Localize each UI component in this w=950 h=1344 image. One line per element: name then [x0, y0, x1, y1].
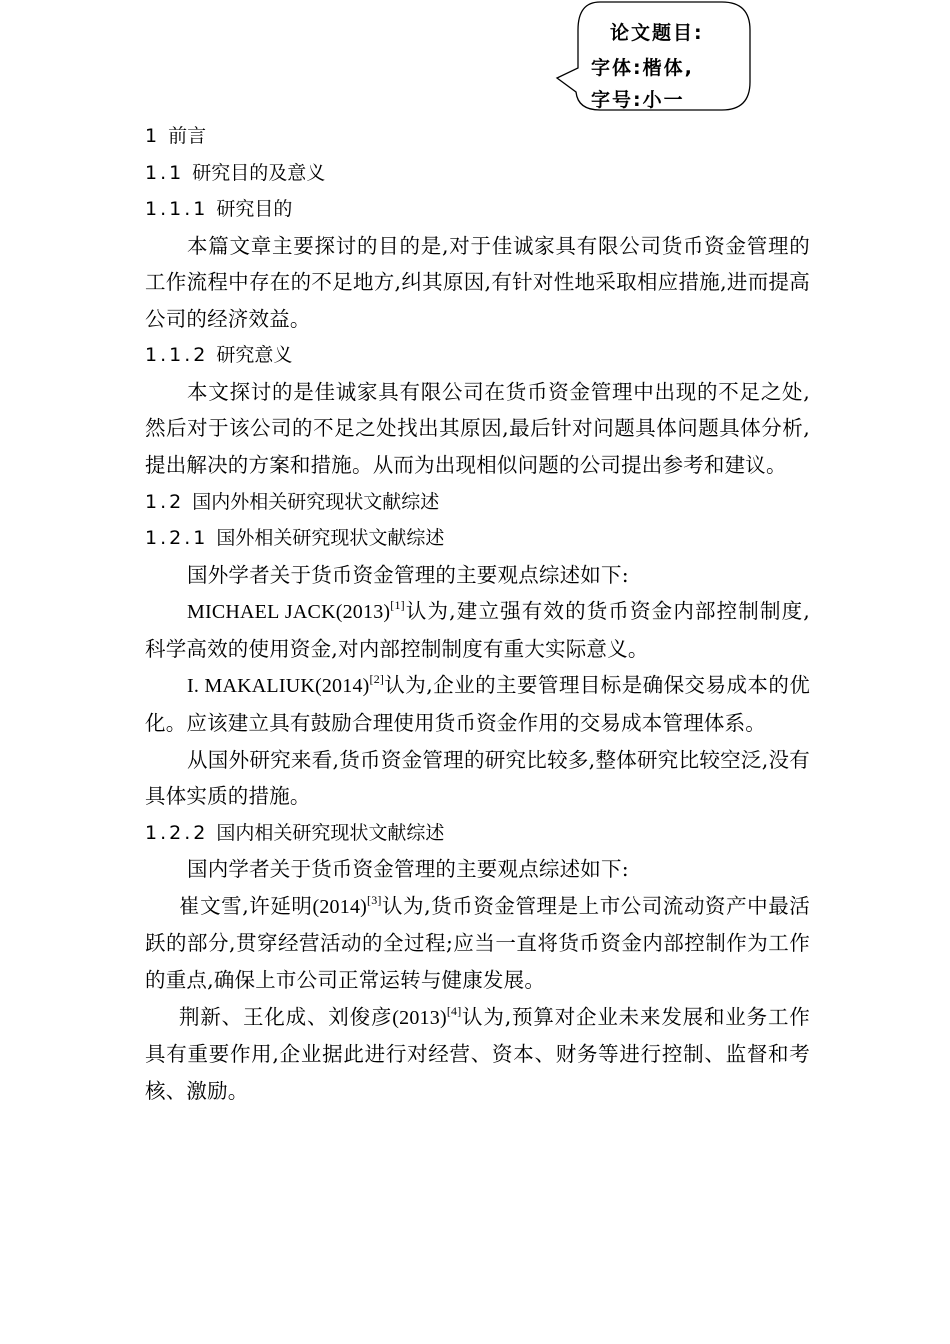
section-number: 1.2.1 — [145, 527, 209, 550]
cited-year: (2013) — [335, 601, 391, 624]
section-title: 研究意义 — [216, 344, 293, 367]
reference-marker: [3] — [367, 892, 382, 907]
section-number: 1.1 — [145, 161, 185, 184]
body-paragraph: 国外学者关于货币资金管理的主要观点综述如下: — [187, 562, 629, 587]
reference-marker: [1] — [390, 598, 405, 613]
section-number: 1.1.1 — [145, 198, 209, 220]
body-paragraph: 本文探讨的是佳诚家具有限公司在货币资金管理中出现的不足之处,然后对于该公司的不足之处找出其原因,最后针对问题具体问题具体分析,提出解决的方案和措施。从而为出现相似问题的公司提出参考和建议。 — [145, 379, 810, 477]
cited-year: (2014) — [312, 895, 368, 918]
citation-paragraph — [145, 593, 810, 667]
section-title: 研究目的 — [216, 198, 293, 220]
section-title: 国内外相关研究现状文献综述 — [192, 490, 440, 513]
callout-line-font: 字体:楷体, — [591, 57, 694, 79]
citation-paragraph — [145, 667, 810, 741]
callout-line-size: 字号:小一 — [591, 89, 685, 111]
citation-text: 认为,企业的主要管理目标是确保交易成本的优化。应该建立具有鼓励合理使用货币资金作用的交易成本管理体系。 — [145, 673, 810, 735]
document-body — [145, 118, 810, 1109]
section-heading — [145, 484, 810, 521]
section-heading — [145, 520, 810, 557]
section-number: 1.2.2 — [145, 821, 209, 844]
section-number: 1.1.2 — [145, 344, 209, 367]
reference-marker: [2] — [369, 672, 385, 687]
section-title: 研究目的及意义 — [192, 161, 326, 184]
section-number: 1.2 — [145, 490, 185, 513]
citation-text: 认为,建立强有效的货币资金内部控制制度,科学高效的使用资金,对内部控制制度有重大实际意义。 — [145, 599, 810, 661]
body-paragraph: 本篇文章主要探讨的目的是,对于佳诚家具有限公司货币资金管理的工作流程中存在的不足地方,纠其原因,有针对性地采取相应措施,进而提高公司的经济效益。 — [145, 233, 810, 331]
citation-text: 认为,货币资金管理是上市公司流动资产中最活跃的部分,贯穿经营活动的全过程;应当一直将货币资金内部控制作为工作的重点,确保上市公司正常运转与健康发展。 — [145, 893, 811, 992]
cited-year: (2014) — [314, 675, 370, 698]
cited-author: 崔文雪,许延明 — [179, 893, 313, 918]
citation-paragraph — [145, 999, 810, 1110]
cited-author: MICHAEL JACK — [187, 601, 336, 624]
section-heading — [145, 191, 810, 228]
section-heading — [145, 118, 810, 155]
section-heading — [145, 155, 810, 192]
section-title: 前言 — [168, 125, 207, 147]
section-title: 国内相关研究现状文献综述 — [216, 821, 445, 844]
citation-text: 认为,预算对企业未来发展和业务工作具有重要作用,企业据此进行对经营、资本、财务等进行控制、监督和考核、激励。 — [145, 1004, 810, 1103]
cited-year: (2013) — [392, 1006, 447, 1029]
citation-paragraph — [145, 888, 810, 999]
callout-line-title: 论文题目: — [610, 22, 704, 44]
section-title: 国外相关研究现状文献综述 — [216, 527, 445, 550]
reference-marker: [4] — [446, 1003, 462, 1018]
title-format-callout — [552, 0, 752, 114]
section-number: 1 — [145, 125, 161, 147]
section-heading — [145, 337, 810, 374]
body-paragraph: 国内学者关于货币资金管理的主要观点综述如下: — [187, 857, 629, 882]
cited-author: 荆新、王化成、刘俊彦 — [179, 1004, 393, 1029]
section-heading — [145, 815, 810, 852]
cited-author: I. MAKALIUK — [187, 675, 315, 698]
body-paragraph: 从国外研究来看,货币资金管理的研究比较多,整体研究比较空泛,没有具体实质的措施。 — [145, 747, 810, 809]
